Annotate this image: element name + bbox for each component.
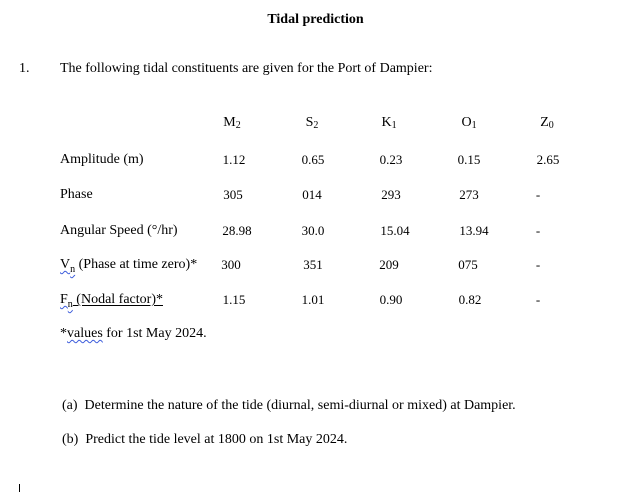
row-label-phase-at-time-zero: $V_n$ (Phase at time zero)* xyxy=(60,257,198,275)
table-cell: 293 xyxy=(381,187,401,202)
footnote: *values for 1st May 2024. xyxy=(60,326,207,341)
table-cell: - xyxy=(535,187,541,202)
column-header-z0: $Z_0$ xyxy=(540,115,554,131)
table-cell: - xyxy=(535,257,541,272)
row-label-amplitude: Amplitude (m) xyxy=(60,152,144,167)
table-cell: 300 xyxy=(221,257,241,272)
table-cell: 28.98 xyxy=(222,223,252,238)
column-header-s2: $S_2$ xyxy=(305,115,319,131)
table-cell: 1.12 xyxy=(222,152,246,167)
table-cell: 0.15 xyxy=(457,152,481,167)
column-header-m2: $M_2$ xyxy=(223,115,241,131)
table-cell: 15.04 xyxy=(380,223,410,238)
table-cell: - xyxy=(535,223,541,238)
table-cell: 2.65 xyxy=(536,152,560,167)
table-cell: 13.94 xyxy=(459,223,489,238)
row-label-angular-speed: Angular Speed (°/hr) xyxy=(60,223,178,238)
row-label-phase: Phase xyxy=(60,187,93,202)
question-part-a: (a) Determine the nature of the tide (diurnal, semi-diurnal or mixed) at Dampier. xyxy=(62,398,516,413)
table-cell: 273 xyxy=(459,187,479,202)
table-cell: 305 xyxy=(223,187,243,202)
question-part-b: (b) Predict the tide level at 1800 on 1st May 2024. xyxy=(62,432,348,447)
table-cell: 0.65 xyxy=(301,152,325,167)
table-cell: 0.90 xyxy=(379,292,403,307)
row-label-nodal-factor: $F_n$ (Nodal factor)* xyxy=(60,292,163,310)
table-cell: 0.23 xyxy=(379,152,403,167)
table-cell: 014 xyxy=(302,187,322,202)
page-title: Tidal prediction xyxy=(267,12,364,27)
table-cell: 1.01 xyxy=(301,292,325,307)
table-cell: 209 xyxy=(379,257,399,272)
column-header-k1: $K_1$ xyxy=(381,115,397,131)
table-cell: 351 xyxy=(303,257,323,272)
question-intro: The following tidal constituents are given for the Port of Dampier: xyxy=(60,61,433,76)
question-number: 1. xyxy=(19,61,30,76)
table-cell: 30.0 xyxy=(301,223,325,238)
table-cell: - xyxy=(535,292,541,307)
column-header-o1: $O_1$ xyxy=(461,115,477,131)
text-cursor-mark xyxy=(19,484,20,492)
table-cell: 1.15 xyxy=(222,292,246,307)
table-cell: 0.82 xyxy=(458,292,482,307)
table-cell: 075 xyxy=(458,257,478,272)
